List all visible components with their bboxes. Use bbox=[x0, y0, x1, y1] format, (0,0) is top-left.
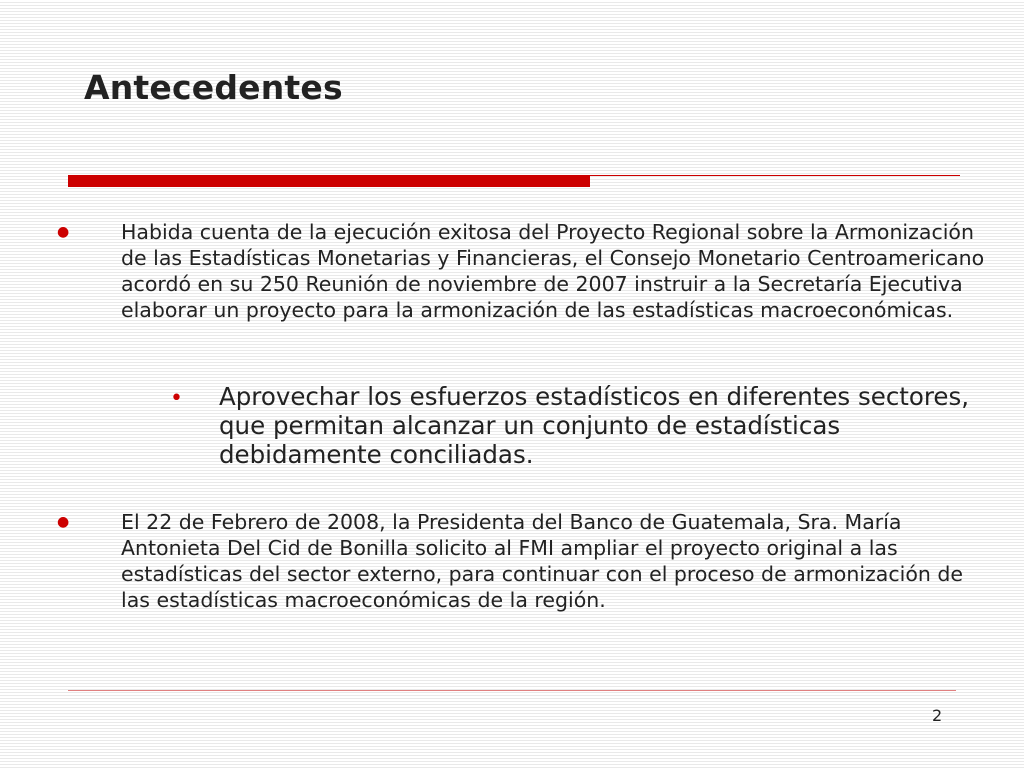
bullet-paragraph-2: El 22 de Febrero de 2008, la Presidenta del Banco de Guatemala, Sra. María Antonieta Del Cid de Bonilla solicito al FMI ampliar el proyecto original a las estadísticas del sector externo, para continuar con el proceso de armonización de las estadísticas macroeconómicas de la región. bbox=[121, 510, 963, 612]
slide-title: Antecedentes bbox=[84, 68, 343, 107]
bullet-icon: ● bbox=[57, 514, 70, 530]
bullet-icon: ● bbox=[57, 224, 70, 240]
bullet-icon: • bbox=[170, 386, 183, 411]
title-underline-bar bbox=[68, 175, 590, 187]
bullet-paragraph-1: Habida cuenta de la ejecución exitosa del Proyecto Regional sobre la Armonización de las Estadísticas Monetarias y Financieras, el Consejo Monetario Centroamericano acordó en su 250 Reunión de noviembre de 2007 instruir a la Secretaría Ejecutiva elaborar un proyecto para la armonización de las estadísticas macroeconómicas. bbox=[121, 220, 985, 322]
page-number: 2 bbox=[932, 706, 943, 725]
sub-bullet-paragraph: Aprovechar los esfuerzos estadísticos en diferentes sectores, que permitan alcanzar un conjunto de estadísticas debidamente conciliadas. bbox=[219, 382, 970, 469]
footer-divider bbox=[68, 690, 956, 691]
title-underline-thin-line bbox=[590, 175, 960, 176]
